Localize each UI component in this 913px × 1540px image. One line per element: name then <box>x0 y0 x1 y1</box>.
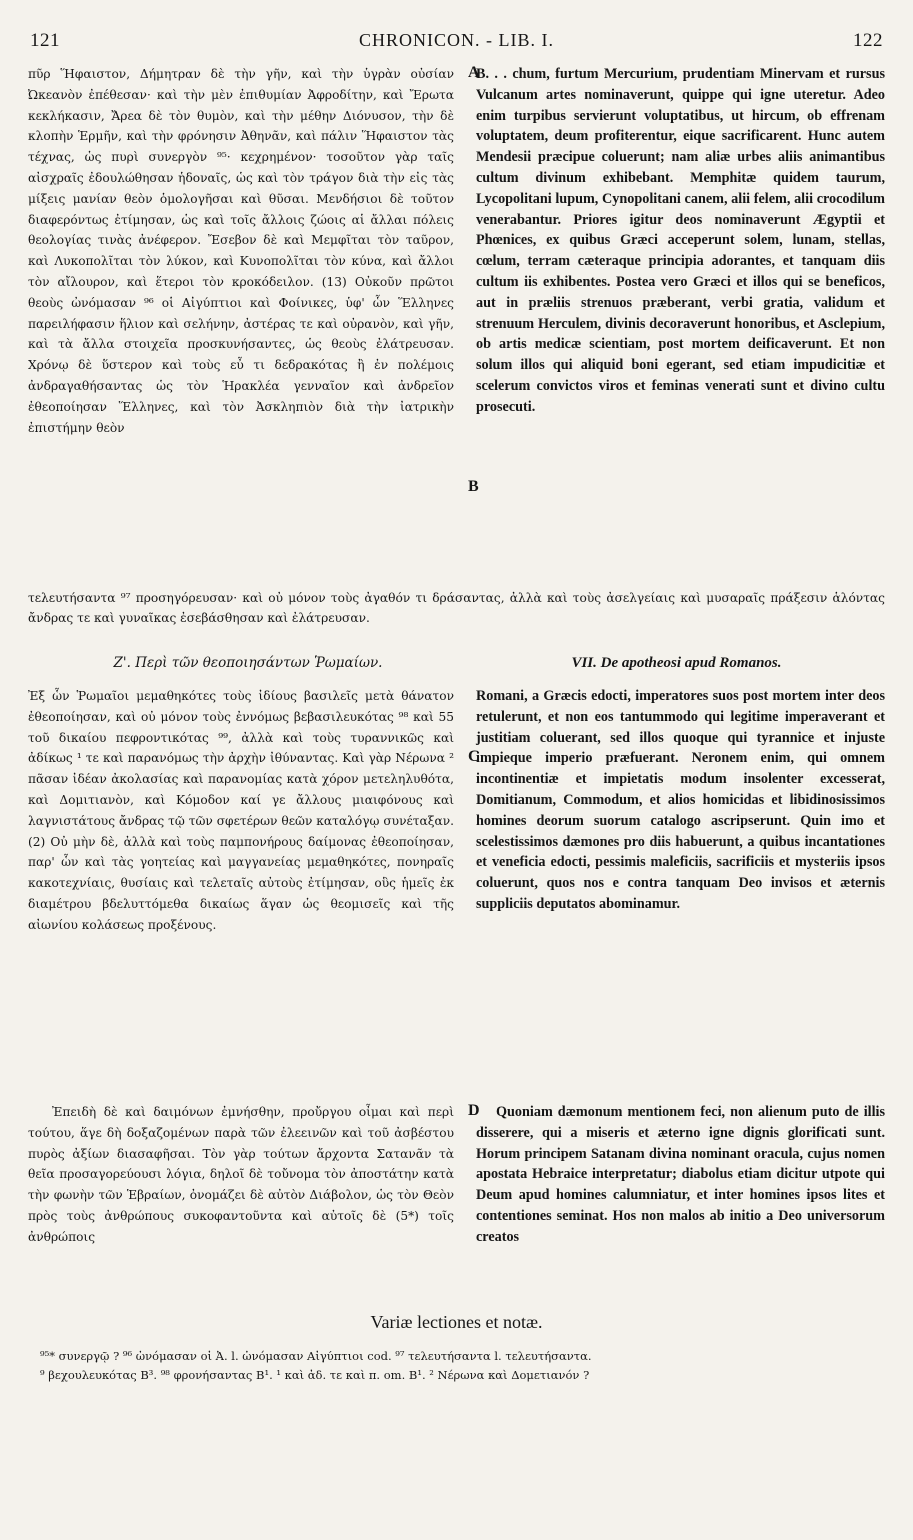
note-line-2: ⁹ βεχουλευκότας B³. ⁹⁸ φρονήσαντας B¹. ¹ καὶ ἀδ. τε καὶ π. om. B¹. ² Νέρωνα καὶ Δομετιανόν ? <box>40 1368 590 1382</box>
latin-heading: VII. De apotheosi apud Romanos. <box>571 655 782 671</box>
section-2 <box>28 655 885 1086</box>
greek-full-width-text: τελευτήσαντα ⁹⁷ προσηγόρευσαν· καὶ οὐ μόνον τοὺς ἀγαθόν τι δράσαντας, ἀλλὰ καὶ τοὺς ἀσελγείαις καὶ μυσαραῖς πράξεσιν ἁλόντας ἄνδρας τε καὶ γυναῖκας ἐσεβάσθησαν καὶ ἐλάτρευσαν. <box>28 591 885 625</box>
latin-column-2 <box>468 686 885 1086</box>
section-1 <box>28 64 885 628</box>
greek-text-2: Ἐξ ὧν Ῥωμαῖοι μεμαθηκότες τοὺς ἰδίους βασιλεῖς μετὰ θάνατον ἐθεοποίησαν, καὶ οὐ μόνον τοὺς ἐννόμως βεβασιλευκότας ⁹⁸ καὶ 55 τοῦ δικαίου πεφροντικότας ⁹⁹, ἀλλὰ καὶ τοὺς τυραννικῶς καὶ ἀδίκως ¹ τε καὶ παρανόμως τὴν ἀρχὴν ἰθύναντας. Καὶ γὰρ Νέρωνα ² πᾶσαν ἰδέαν ἀκολασίας καὶ παρανομίας κατὰ χόρον μετεληλυθότα, καὶ Δομιτιανὸν, καὶ Κόμοδον καί γε ἄλλους μιαιφόνους καὶ λαγνιστάτους ἄνδρας τῷ τῶν σφετέρων θεῶν καταλόγῳ συνέταξαν. (2) Οὐ μὴν δὲ, ἀλλὰ καὶ τοὺς παμπονήρους δαίμονας ἐθεοποίησαν, παρ' ὧν καὶ τὰς γοητείας καὶ μαγγανείας μεμαθηκότες, πονηραῖς κακοτεχνίαις, θυσίαις καὶ τελεταῖς αὐτοὺς ἐτίμησαν, οὓς ἡμεῖς ἐκ διαμέτρου βδελυττόμεθα δικαίως ἅγαν ὡς θεομισεῖς καὶ τῆς αἰωνίου κολάσεως προξένους. <box>28 689 454 932</box>
margin-letter-a: A <box>468 64 480 81</box>
notes-section <box>28 1312 885 1385</box>
greek-column-1 <box>28 64 468 586</box>
latin-column-3 <box>468 1102 885 1298</box>
latin-text-3: Quoniam dæmonum mentionem feci, non alienum puto de illis disserere, qui a miseris et æterno igne dignis glorificati sunt. Horum principem Satanam divina nominant oracula, cujus nomen apostata Hebraice interpretatur; diabolus etiam dicitur utpote qui Deum apud homines calumniatur, et inter homines ipsos lites et contentiones seminat. Hos non malos ab initio a Deo universorum creatos <box>476 1104 885 1245</box>
left-page-number: 121 <box>30 30 60 51</box>
margin-letter-b: B <box>468 478 479 495</box>
greek-column-2 <box>28 686 468 1086</box>
greek-text-3: Ἐπειδὴ δὲ καὶ δαιμόνων ἐμνήσθην, προὔργου οἶμαι καὶ περὶ τούτου, ἅγε δὴ δοξαζομένων παρὰ τῶν ἐλεεινῶν καὶ τοῦ ἀσβέστου πυρὸς ἀξίων διασαφῆσαι. Τὸν γὰρ τούτων ἄρχοντα Σατανᾶν τὰ θεῖα προσαγορεύουσι λόγια, δηλοῖ δὲ τοὔνομα τὸν ἀποστάτην κατὰ τὴν φωνὴν τῶν Ἑβραίων, ὀνομάζει δὲ αὐτὸν Διάβολον, ὡς τὸν Θεὸν πρὸς τοὺς ἀνθρώπους συκοφαντοῦντα καὶ αὐτοῖς δὲ (5*) τοῖς ἀνθρώποις <box>28 1105 454 1244</box>
right-page-number: 122 <box>853 30 883 51</box>
latin-text-2: Romani, a Græcis edocti, imperatores suos post mortem inter deos retulerunt, et non eos tantummodo qui legitime imperaverant et justitiam coluerant, sed illos quoque qui tyrannice et injuste impieque imperio præfuerant. Neronem enim, qui omnem incontinentiæ et impietatis modum insolenter excesserat, Domitianum, Commodum, et alios homicidas et libidinosissimos homines deorum suorum catalogo ascripserunt. Quin imo et scelestissimos dæmones pro diis habuerunt, a quibus incantationes et veneficia edocti, pessimis maleficiis, sacrificiis et mysteriis ipsos coluerunt, quos nos e contra tanquam Deo invisos et æternis suppliciis deputatos abominamur. <box>476 688 885 912</box>
latin-column-1 <box>468 64 885 586</box>
notes-title: Variæ lectiones et notæ. <box>370 1312 543 1332</box>
notes-body <box>28 1347 885 1385</box>
greek-text-1: πῦρ Ἥφαιστον, Δήμητραν δὲ τὴν γῆν, καὶ τὴν ὑγρὰν οὐσίαν Ὠκεανὸν ἐπέθεσαν· καὶ τὴν μὲν ἐπιθυμίαν Ἀφροδίτην, καὶ Ἔρωτα κεκλήκασιν, Ἄρεα δὲ τὸν θυμὸν, καὶ τὴν μέθην Διόνυσον, τὴν δὲ κλοπὴν Ἑρμῆν, καὶ τὴν φρόνησιν Ἀθηνᾶν, καὶ πάλιν Ἥφαιστον τὰς τέχνας, ὡς πυρὶ συνεργὸν ⁹⁵· κεχρημένον· τοσοῦτον γὰρ ταῖς αἰσχραῖς ἐδουλώθησαν ἡδοναῖς, ὡς καὶ τὸν τράγον διὰ τὴν εἰς τὰς μίξεις μανίαν θεὸν ὁμολογῆσαι καὶ θῦσαι. Μενδήσιοι δὲ τοῦτον διαφερόντως ἐτίμησαν, ὡς καὶ τοῖς ἄλλοις ζώοις αἱ ἄλλαι πόλεις θεολογίας τινὰς ἀνέφερον. Ἔσεβον δὲ καὶ Μεμφῖται τὸν ταῦρον, καὶ Λυκοπολῖται τὸν λύκον, καὶ Κυνοπολῖται τὸν κύνα, καὶ ἄλλοι τὸν αἴλουρον, καὶ ἕτεροι τὸν κροκόδειλον. (13) Οὐκοῦν πρῶτοι θεοὺς ὠνόμασαν ⁹⁶ οἱ Αἰγύπτιοι καὶ Φοίνικες, ὑφ' ὧν Ἕλληνες παρειλήφασιν ἥλιον καὶ σελήνην, ἀστέρας τε καὶ οὐρανὸν, καὶ γῆν, καὶ τὰ ἄλλα στοιχεῖα προσκυνήσαντες, ὡς θεοὺς ἐλάτρευσαν. Χρόνῳ δὲ ὕστερον καὶ τοὺς εὖ τι δεδρακότας ἢ ἐν πολέμοις ἀνδραγαθήσαντας ὡς τὸν Ἡρακλέα γενναῖον καὶ ἀνδρεῖον ἐθεοποίησαν Ἕλληνες, καὶ τὸν Ἀσκληπιὸν διὰ τὴν ἰατρικὴν ἐπιστήμην θεὸν <box>28 67 454 435</box>
margin-letter-d: D <box>468 1102 480 1119</box>
margin-letter-c: C <box>468 748 480 765</box>
note-line-1: ⁹⁵* συνεργῷ ? ⁹⁶ ὠνόμασαν οἱ Ἀ. l. ὠνόμασαν Αἰγύπτιοι cod. ⁹⁷ τελευτήσαντα l. τελευτήσαντα. <box>40 1349 592 1363</box>
running-title: CHRONICON. - LIB. I. <box>359 30 554 50</box>
section-3 <box>28 1102 885 1298</box>
section-2-headings <box>28 655 885 672</box>
greek-column-3 <box>28 1102 468 1298</box>
greek-heading: Ζ'. Περὶ τῶν θεοποιησάντων Ῥωμαίων. <box>113 655 383 671</box>
latin-text-1: B. . . chum, furtum Mercurium, prudentiam Minervam et rursus Vulcanum artes nominaverunt, quippe qui igne uteretur. Adeo enim turpibus servierunt voluptatibus, ut hircum, ob effrenam voluptatem, deum profiterentur, eique sacrificarent. Hunc autem Mendesii præcipue coluerunt; nam aliæ urbes aliis animantibus cultum divinum exhibebant. Memphitæ quidem taurum, Lycopolitani lupum, Cynopolitani canem, alii felem, alii crocodilum venerabantur. Priores igitur deos nominaverunt Ægyptii et Phœnices, ex quibus Græci acceperunt solem, lunam, stellas, cœlum, terram cæteraque principia adorantes, et tanquam diis cultum iis exhibentes. Postea vero Græci et illos qui se beneficos, aut in præliis strenuos præberant, verbi gratia, validum et strenuum Herculem, divinis decoraverunt honoribus, et Asclepium, ob artis medicæ scientiam, post mortem deificaverunt. Et non solum illos qui aliquid boni egerant, sed etiam impudicitiæ et scelerum convictos viros et feminas venerati sunt et divino cultu prosecuti. <box>476 66 885 415</box>
running-head <box>30 30 883 58</box>
